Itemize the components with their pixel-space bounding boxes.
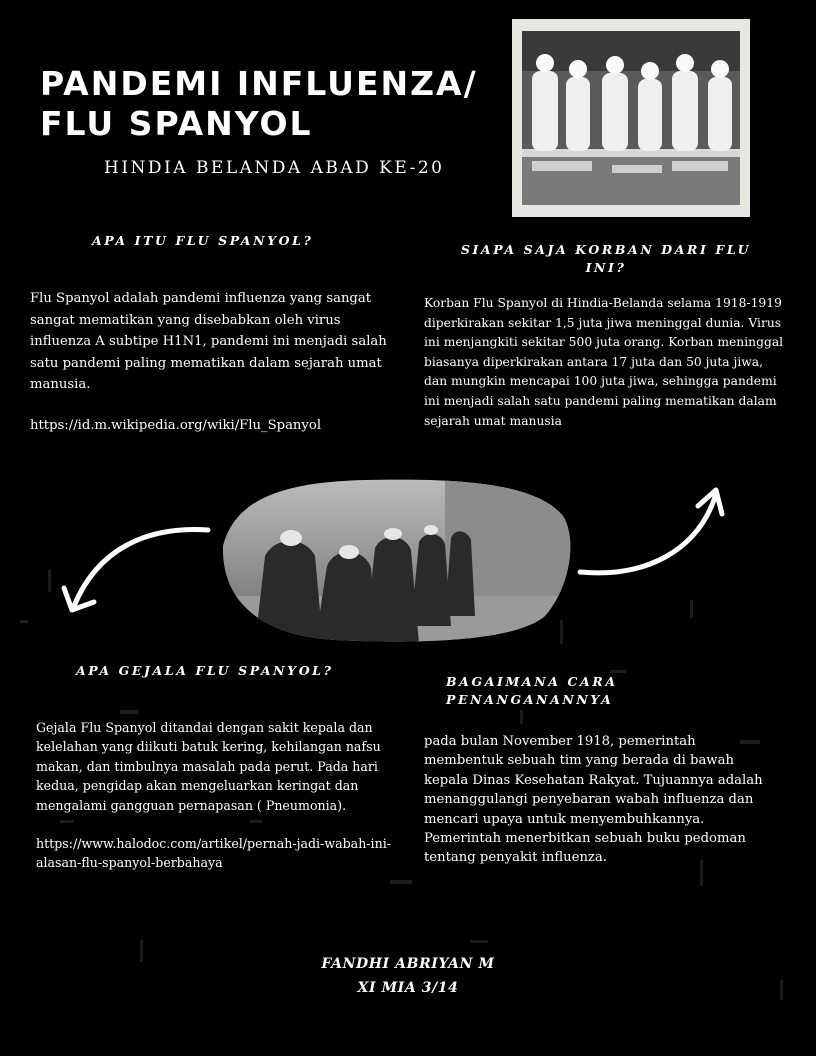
section-text-what-is: Flu Spanyol adalah pandemi influenza yang sangat sangat mematikan yang disebabkan oleh virus influenza A subtipe H1N1, pandemi ini menjadi salah satu pandemi paling mematikan dalam sejarah umat manusia. <box>30 291 387 392</box>
page-subtitle: HINDIA BELANDA ABAD KE-20 <box>104 158 445 178</box>
curved-arrow-down-left-icon <box>58 518 218 618</box>
section-heading-handling: BAGAIMANA CARA PENANGANANNYA <box>446 674 618 707</box>
historic-photo-nurses <box>512 19 750 217</box>
author-class: XI MIA 3/14 <box>357 980 459 996</box>
section-body-victims <box>424 294 784 431</box>
author-name: FANDHI ABRIYAN M <box>321 956 495 972</box>
curved-arrow-up-right-icon <box>574 482 726 580</box>
author-credit <box>258 952 558 1000</box>
section-body-handling <box>424 732 774 868</box>
section-heading-what-is: APA ITU FLU SPANYOL? <box>92 233 314 248</box>
section-text-victims: Korban Flu Spanyol di Hindia-Belanda selama 1918-1919 diperkirakan sekitar 1,5 juta jiwa meninggal dunia. Virus ini menjangkiti sekitar 500 juta orang. Korban meninggal biasanya diperkirakan antara 17 juta dan 50 juta jiwa, dan mungkin mencapai 100 juta jiwa, sehingga pandemi ini menjadi salah satu pandemi paling mematikan dalam sejarah umat manusia <box>424 296 784 428</box>
page-title: PANDEMI INFLUENZA/ FLU SPANYOL <box>40 64 478 143</box>
section-text-handling: pada bulan November 1918, pemerintah membentuk sebuah tim yang berada di bawah kepala Dinas Kesehatan Rakyat. Tujuannya adalah menanggulangi penyebaran wabah influenza dan mencari upaya untuk menyembuhkannya. Pemerintah menerbitkan sebuah buku pedoman tentang penyakit influenza. <box>424 734 763 866</box>
historic-photo-masked-crowd <box>215 476 573 644</box>
source-link-halodoc[interactable]: https://www.halodoc.com/artikel/pernah-jadi-wabah-ini-alasan-flu-spanyol-berbahaya <box>36 836 391 871</box>
section-heading-victims: SIAPA SAJA KORBAN DARI FLU INI? <box>460 242 752 275</box>
source-link-wikipedia[interactable]: https://id.m.wikipedia.org/wiki/Flu_Spanyol <box>30 417 322 433</box>
section-body-symptoms <box>36 718 396 873</box>
section-text-symptoms: Gejala Flu Spanyol ditandai dengan sakit kepala dan kelelahan yang diikuti batuk kering, kehilangan nafsu makan, dan timbulnya masalah pada perut. Pada hari kedua, pengidap akan mengeluarkan keringat dan mengalami gangguan pernapasan ( Pneumonia). <box>36 720 381 813</box>
section-body-what-is <box>30 288 390 436</box>
section-heading-symptoms: APA GEJALA FLU SPANYOL? <box>76 663 334 678</box>
